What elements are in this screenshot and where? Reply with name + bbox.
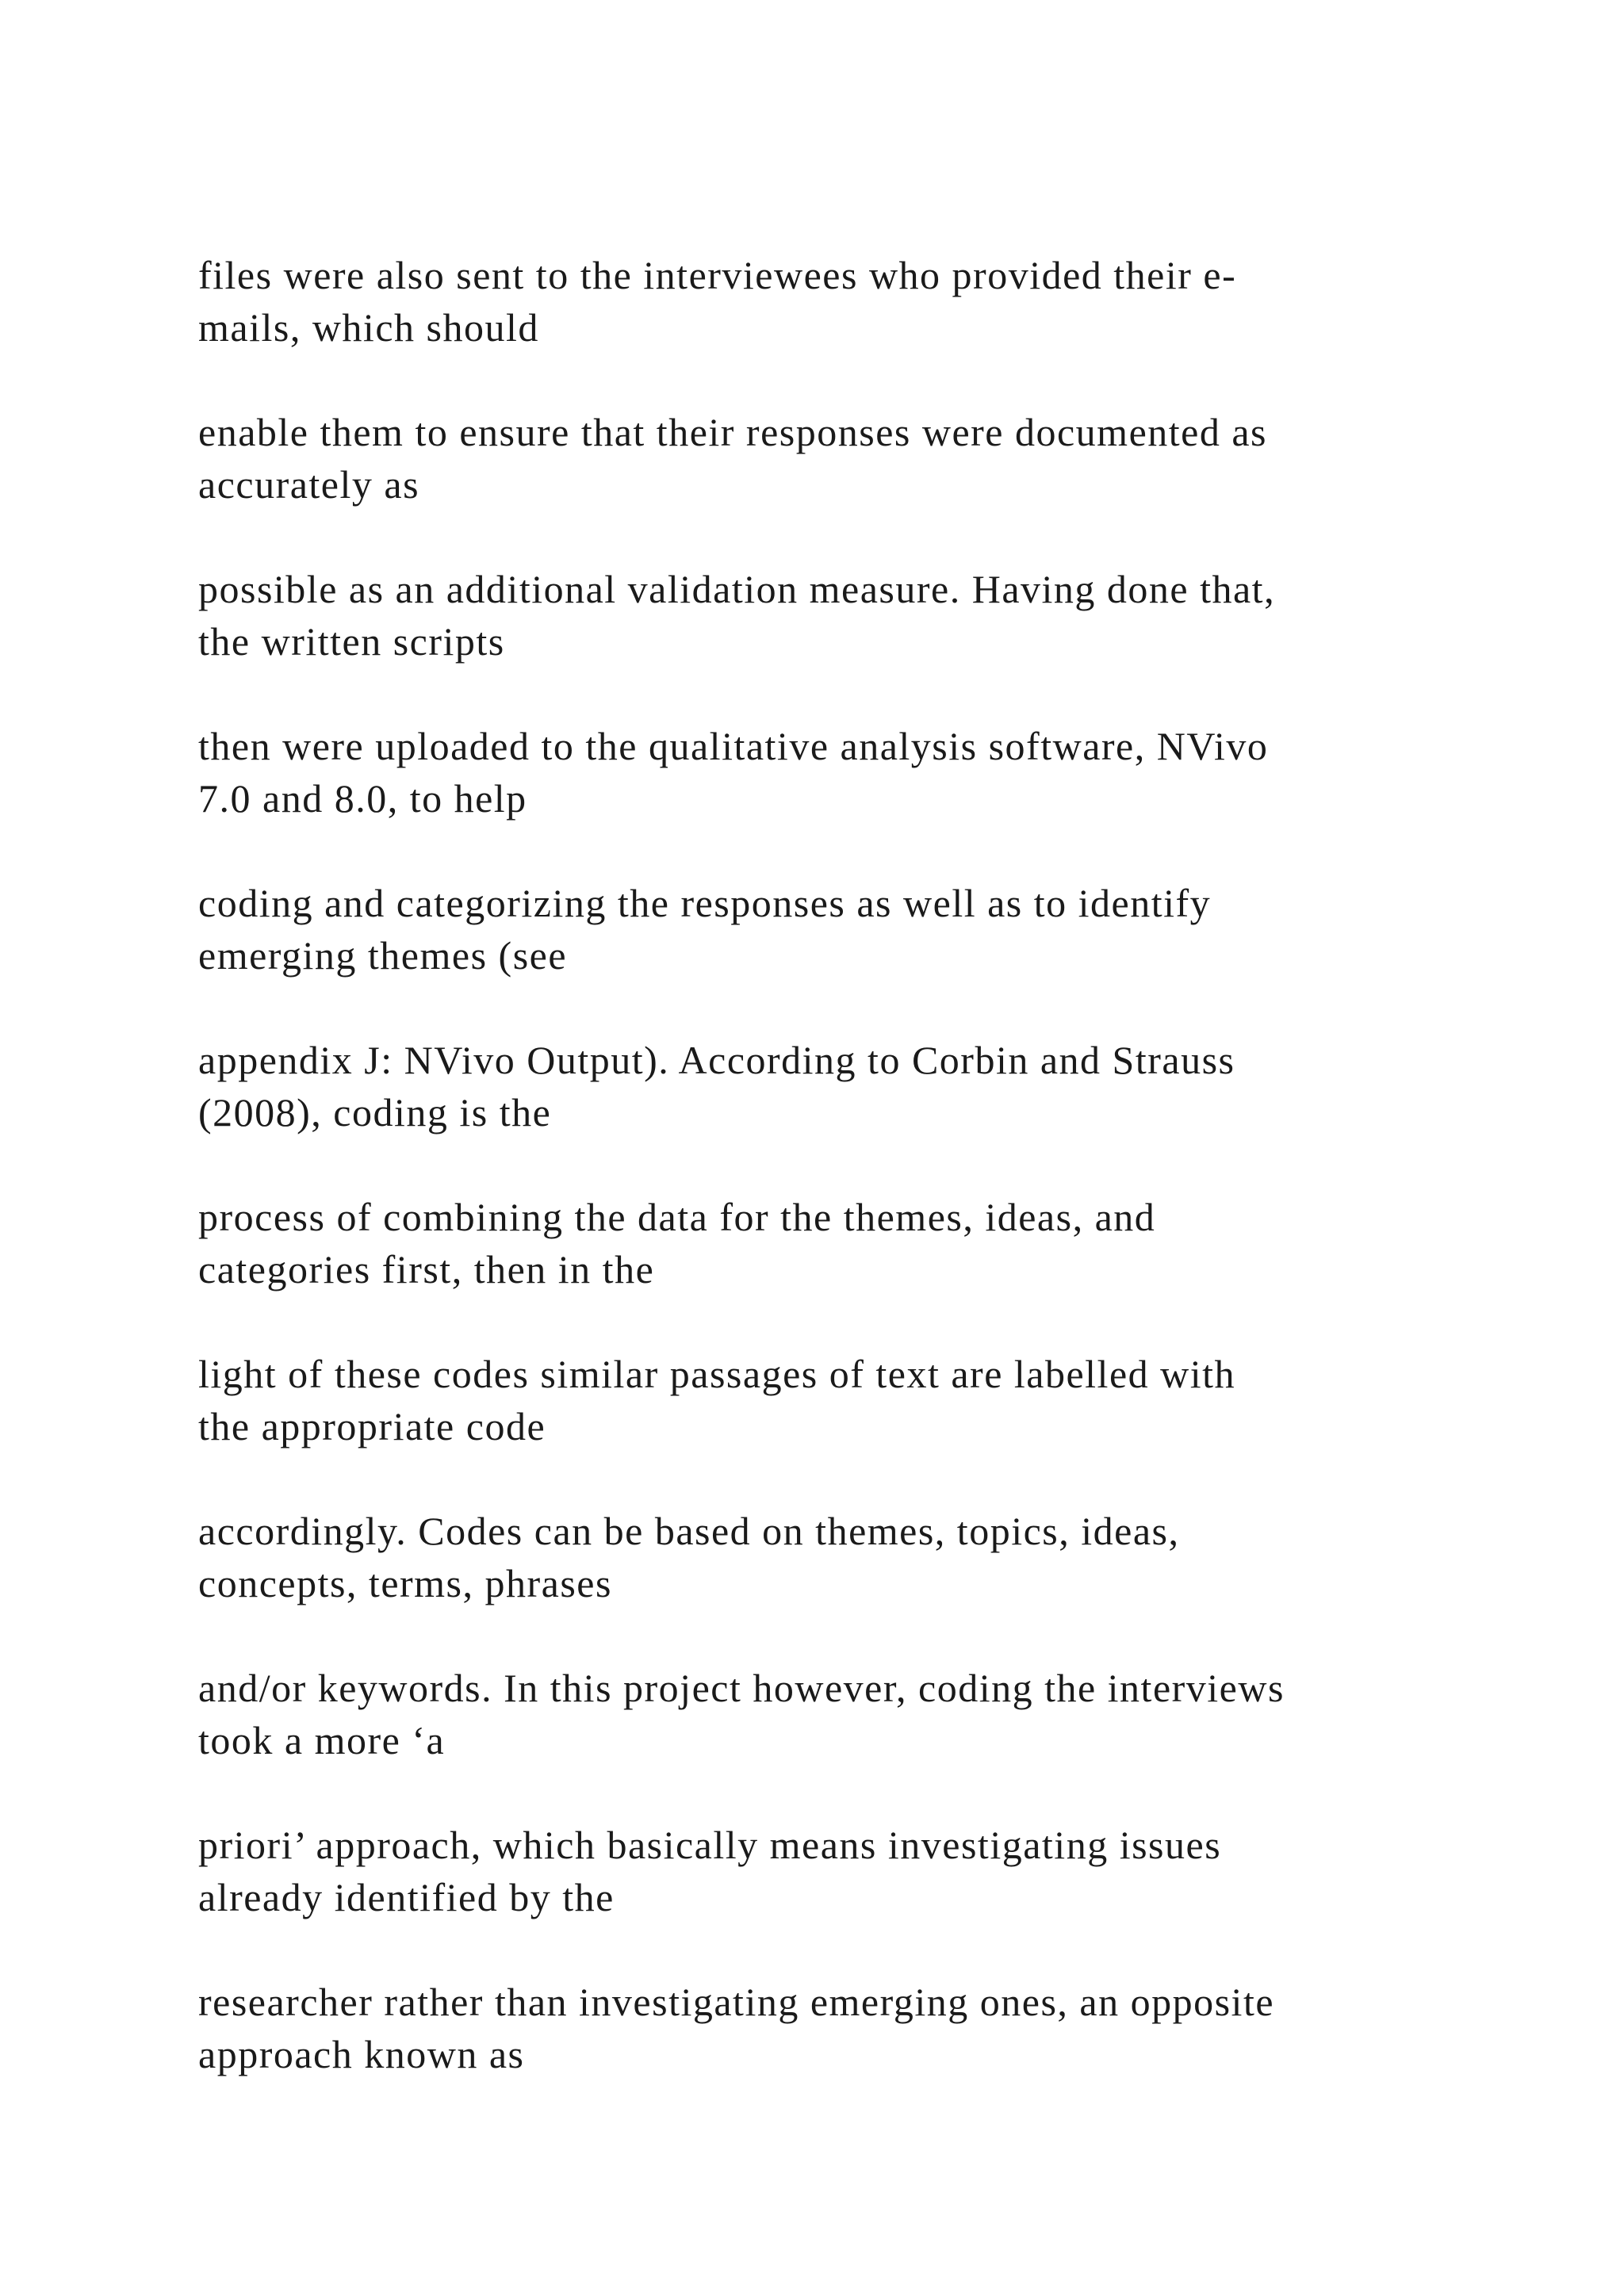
paragraph-9-line-1: accordingly. Codes can be based on themes, topics, ideas,	[198, 1509, 1180, 1553]
paragraph-5	[198, 877, 1546, 982]
paragraph-4-line-2: 7.0 and 8.0, to help	[198, 776, 527, 821]
paragraph-6-line-1: appendix J: NVivo Output). According to Corbin and Strauss	[198, 1038, 1235, 1082]
paragraph-2-line-2: accurately as	[198, 462, 420, 507]
paragraph-11	[198, 1819, 1546, 1923]
paragraph-2-line-1: enable them to ensure that their responses were documented as	[198, 410, 1267, 454]
paragraph-11-line-2: already identified by the	[198, 1875, 615, 1919]
paragraph-8	[198, 1348, 1546, 1452]
paragraph-8-line-1: light of these codes similar passages of text are labelled with	[198, 1352, 1236, 1396]
paragraph-4-line-1: then were uploaded to the qualitative analysis software, NVivo	[198, 724, 1269, 768]
paragraph-8-line-2: the appropriate code	[198, 1404, 546, 1448]
paragraph-3-line-2: the written scripts	[198, 619, 505, 664]
paragraph-1-line-1: files were also sent to the interviewees who provided their e-	[198, 253, 1237, 297]
paragraph-7-line-1: process of combining the data for the themes, ideas, and	[198, 1195, 1156, 1239]
paragraph-12-line-1: researcher rather than investigating emerging ones, an opposite	[198, 1980, 1275, 2024]
paragraph-2	[198, 406, 1546, 511]
paragraph-1	[198, 249, 1546, 354]
paragraph-1-line-2: mails, which should	[198, 305, 539, 350]
paragraph-12-line-2: approach known as	[198, 2032, 525, 2076]
paragraph-11-line-1: priori’ approach, which basically means investigating issues	[198, 1823, 1222, 1867]
paragraph-3-line-1: possible as an additional validation measure. Having done that,	[198, 567, 1276, 611]
paragraph-7	[198, 1191, 1546, 1295]
paragraph-5-line-2: emerging themes (see	[198, 933, 568, 978]
paragraph-9	[198, 1505, 1546, 1609]
paragraph-5-line-1: coding and categorizing the responses as well as to identify	[198, 881, 1212, 925]
paragraph-3	[198, 563, 1546, 668]
paragraph-6-line-2: (2008), coding is the	[198, 1090, 552, 1135]
paragraph-10-line-2: took a more ‘a	[198, 1718, 446, 1762]
paragraph-10	[198, 1662, 1546, 1766]
paragraph-6	[198, 1034, 1546, 1138]
paragraph-10-line-1: and/or keywords. In this project however, coding the interviews	[198, 1666, 1285, 1710]
paragraph-7-line-2: categories first, then in the	[198, 1247, 655, 1292]
paragraph-4	[198, 720, 1546, 825]
paragraph-9-line-2: concepts, terms, phrases	[198, 1561, 612, 1605]
paragraph-12	[198, 1976, 1546, 2080]
